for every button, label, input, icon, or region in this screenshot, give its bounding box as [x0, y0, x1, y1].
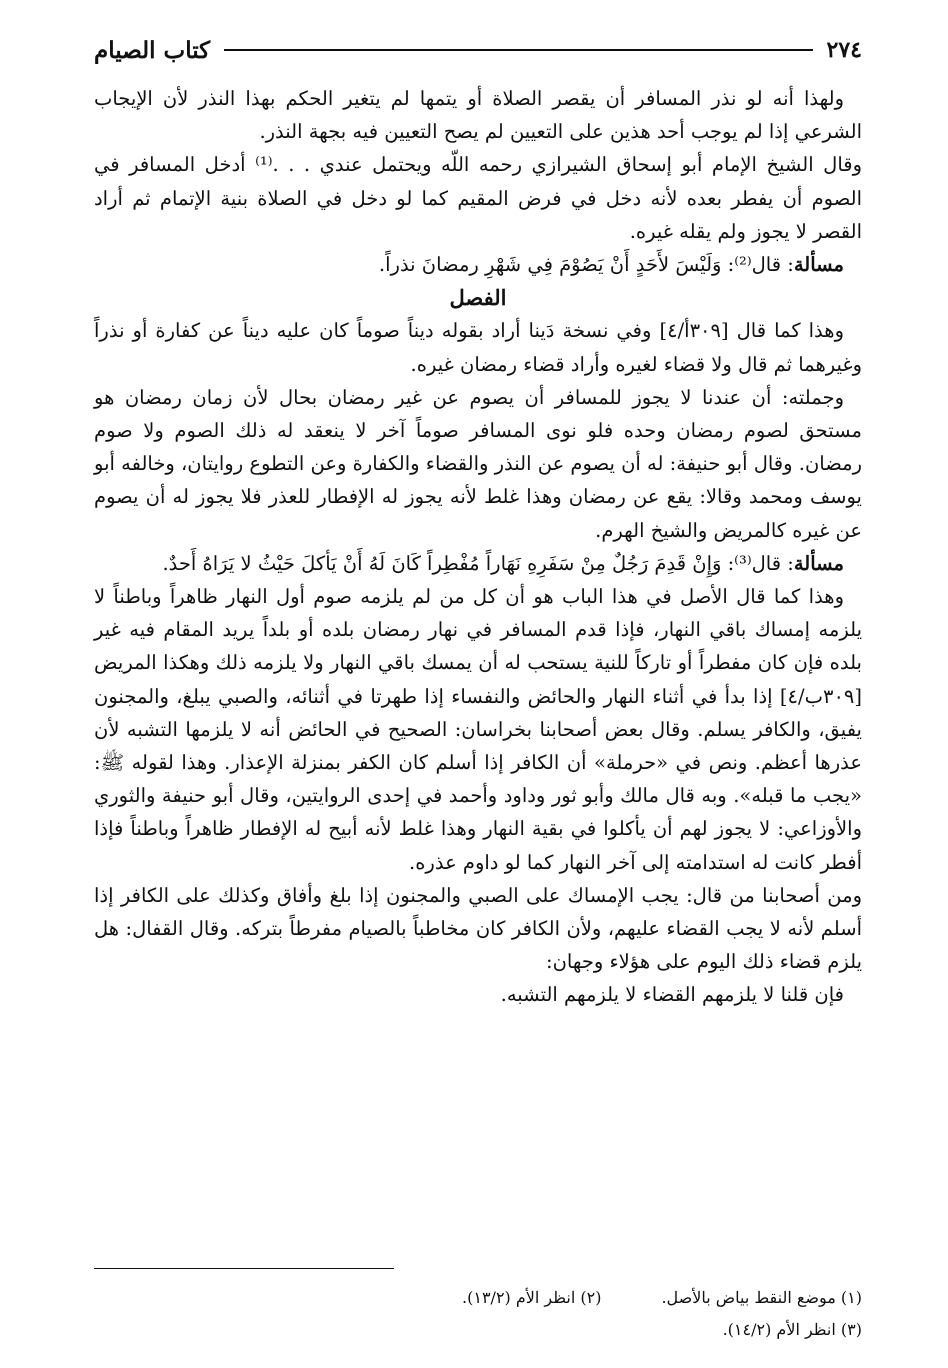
- chapter-title: كتاب الصيام: [94, 36, 211, 64]
- section-heading: الفصل: [449, 285, 507, 311]
- footnotes: [94, 1282, 862, 1346]
- header-rule: [224, 49, 812, 51]
- masala-line: [94, 248, 862, 281]
- page-number: ٢٧٤: [826, 37, 862, 63]
- footnote-2: (٢) انظر الأم (١٣/٢).: [462, 1288, 602, 1307]
- main-text: [94, 82, 862, 1012]
- paragraph: فإن قلنا لا يلزمهم القضاء لا يلزمهم التشبه.: [500, 983, 844, 1007]
- book-page: [94, 30, 862, 1340]
- footnote-3: (٣) انظر الأم (١٤/٢).: [722, 1320, 862, 1339]
- footnote-rule: [94, 1268, 394, 1269]
- masala-label: مسألة: [793, 551, 844, 575]
- paragraph: وهذا كما قال [٣٠٩أ/٤] وفي نسخة دَينا أراد بقوله ديناً صوماً كان عليه ديناً عن كفارة أو نذراً وغيرهما ثم قال ولا قضاء لغيره وأراد قضاء رمضان غيره.: [94, 319, 862, 376]
- masala-text: : قال⁽²⁾: وَلَيْسَ لأَحَدٍ أَنْ يَصُوْمَ فِي شَهْرِ رمضانَ نذراً.: [378, 253, 794, 277]
- footnote-row: [94, 1282, 862, 1314]
- footnote-row: [94, 1314, 862, 1346]
- footnote-1: (١) موضع النقط بياض بالأصل.: [661, 1288, 862, 1307]
- paragraph: وقال الشيخ الإمام أبو إسحاق الشيرازي رحمه اللّه ويحتمل عندي . . .⁽¹⁾ أدخل المسافر في الصوم أن يفطر بعده لأنه دخل في فرض المقيم كما لو دخل في الصلاة بنية الإتمام ثم أراد القصر لا يجوز ولم يقله غيره.: [94, 153, 863, 243]
- paragraph: وجملته: أن عندنا لا يجوز للمسافر أن يصوم عن غير رمضان بحال لأن زمان رمضان هو مستحق لصوم رمضان وحده فلو نوى المسافر صوماً آخر لا ينعقد له ذلك الصوم ولا صوم رمضان. وقال أبو حنيفة: له أن يصوم عن النذر والقضاء والكفارة وعن التطوع روايتان، وخالفه أبو يوسف ومحمد وقالا: يقع عن رمضان وهذا غلط لأنه يجوز له الإفطار للعذر فلا يجوز له أن يصوم عن غيره كالمريض والشيخ الهرم.: [94, 385, 862, 542]
- running-header: [94, 30, 862, 70]
- paragraph: ولهذا أنه لو نذر المسافر أن يقصر الصلاة أو يتمها لم يتغير الحكم بهذا النذر لأن الإيجاب الشرعي إذا لم يوجب أحد هذين على التعيين لم يصح التعيين فيه بجهة النذر.: [94, 87, 862, 144]
- paragraph: وهذا كما قال الأصل في هذا الباب هو أن كل من لم يلزمه صوم أول النهار ظاهراً وباطناً لا يلزمه إمساك باقي النهار، فإذا قدم المسافر في نهار رمضان بلده أو بلداً يريد المقام فيه غير بلده فإن كان مفطراً أو تاركاً للنية يستحب له أن يمسك باقي النهار ولا يلزمه ذلك وهكذا المريض [٣٠٩ب/٤] إذا بدأ في أثناء النهار والحائض والنفساء إذا طهرتا في أثنائه، والصبي يبلغ، والمجنون يفيق، والكافر يسلم. وقال بعض أصحابنا بخراسان: الصحيح في الحائض أنه لا يلزمها التشبه لأن عذرها أعظم. ونص في «حرملة» أن الكافر إذا أسلم كان الكفر بمنزلة الإعذار. وهذا لقوله ﷺ: «يجب ما قبله». وبه قال مالك وأبو ثور وداود وأحمد في إحدى الروايتين، وقال أبو حنيفة والثوري والأوزاعي: لا يجوز لهم أن يأكلوا في بقية النهار وهذا غلط لأنه أبيح له الإفطار ظاهراً وباطناً فإذا أفطر كانت له استدامته إلى آخر النهار كما لو داوم عذره.: [94, 585, 862, 874]
- masala-label: مسألة: [793, 253, 844, 277]
- paragraph: ومن أصحابنا من قال: يجب الإمساك على الصبي والمجنون إذا بلغ وأفاق وكذلك على الكافر إذا أسلم لأنه لا يجب القضاء عليهم، ولأن الكافر كان مخاطباً بالصيام مفرطاً بتركه. وقال القفال: هل يلزم قضاء ذلك اليوم على هؤلاء وجهان:: [94, 883, 862, 974]
- masala-text: : قال⁽³⁾: وَإِنْ قَدِمَ رَجُلٌ مِنْ سَفَرِهِ نَهَاراً مُفْطِراً كَانَ لَهُ أَنْ يَأكلَ حَيْثُ لا يَرَاهُ أَحدٌ.: [162, 551, 794, 575]
- masala-line: [94, 547, 862, 580]
